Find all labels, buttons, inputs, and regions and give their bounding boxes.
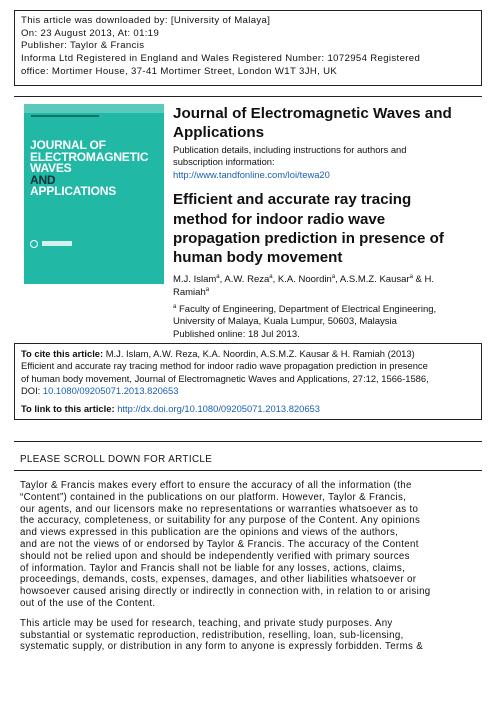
publication-details-line: Publication details, including instructions for authors and — [173, 144, 407, 155]
article-url-link[interactable]: http://dx.doi.org/10.1080/09205071.2013.820653 — [117, 403, 320, 415]
citation-line: of human body movement, Journal of Electromagnetic Waves and Applications, 27:12, 1566-1586, — [21, 372, 429, 384]
journal-title-line: Applications — [173, 124, 265, 141]
affiliation-marker: a — [409, 273, 413, 280]
scroll-notice: PLEASE SCROLL DOWN FOR ARTICLE — [20, 454, 213, 465]
disclaimer-line: should not be relied upon and should be independently verified with primary sources — [20, 550, 410, 562]
link-label: To link to this article: — [21, 403, 115, 415]
lower-divider — [14, 470, 482, 471]
article-title-line: propagation prediction in presence of — [173, 230, 444, 248]
citation-line: M.J. Islam, A.W. Reza, K.A. Noordin, A.S.M.Z. Kausar & H. Ramiah (2013) — [105, 348, 415, 359]
disclaimer-line: and are not the views of or endorsed by Taylor & Francis. The accuracy of the Content — [20, 538, 419, 550]
publisher-logo-icon — [30, 240, 38, 248]
author-name[interactable]: K.A. Noordin — [277, 273, 332, 285]
cover-title — [30, 140, 148, 198]
disclaimer-paragraph — [20, 618, 482, 653]
publication-details-line: subscription information: — [173, 156, 275, 168]
affiliation-marker: a — [173, 303, 177, 310]
disclaimer-line: Taylor & Francis makes every effort to ensure the accuracy of all the information (the — [20, 480, 412, 491]
doi-link[interactable]: 10.1080/09205071.2013.820653 — [42, 384, 179, 396]
journal-title-line: Journal of Electromagnetic Waves and — [173, 105, 452, 122]
disclaimer-line: of information. Taylor and Francis shall not be liable for any losses, actions, claims, — [20, 562, 406, 574]
cover-title-line: WAVES — [30, 161, 72, 175]
download-source-line: This article was downloaded by: [University of Malaya] — [21, 15, 271, 26]
cover-title-line: AND — [30, 172, 56, 187]
article-title-line: method for indoor radio wave — [173, 210, 386, 228]
disclaimer-line: “Content”) contained in the publications on our platform. However, Taylor & Francis, — [20, 491, 407, 503]
disclaimer-line: This article may be used for research, teaching, and private study purposes. Any — [20, 617, 393, 629]
citation-line: Efficient and accurate ray tracing method for indoor radio wave propagation prediction in presence — [21, 360, 428, 372]
doi-label: DOI: — [21, 384, 41, 396]
disclaimer-line: the accuracy, completeness, or suitability for any purpose of the Content. Any opinions — [20, 515, 421, 527]
cover-header-bar — [31, 115, 99, 117]
publication-details — [173, 144, 483, 181]
article-header — [173, 104, 483, 341]
publisher-logo-wordmark — [42, 241, 72, 246]
journal-url-link[interactable]: http://www.tandfonline.com/loi/tewa20 — [173, 168, 330, 180]
disclaimer-line: out of the use of the Content. — [20, 597, 156, 609]
publisher-line: Publisher: Taylor & Francis — [21, 40, 145, 52]
affiliation-marker: a — [205, 286, 210, 293]
disclaimer — [20, 480, 482, 661]
cite-label: To cite this article: — [21, 348, 104, 359]
article-title-line: Efficient and accurate ray tracing — [173, 191, 412, 209]
disclaimer-line: our agents, and our licensors make no representations or warranties whatsoever as to — [20, 503, 419, 515]
top-divider — [14, 96, 482, 97]
cover-title-line: JOURNAL OF — [30, 138, 106, 152]
office-address-line: office: Mortimer House, 37-41 Mortimer Street, London W1T 3JH, UK — [21, 65, 338, 77]
journal-cover-image — [24, 104, 164, 284]
affiliation-marker: a — [216, 273, 220, 280]
disclaimer-paragraph — [20, 480, 482, 610]
citation-text — [21, 348, 475, 397]
download-date-line: On: 23 August 2013, At: 01:19 — [21, 27, 160, 39]
article-title-line: human body movement — [173, 249, 343, 267]
journal-title — [173, 104, 483, 142]
author-name[interactable]: M.J. Islam — [173, 273, 217, 285]
affiliation-line: University of Malaya, Kuala Lumpur, 50603, Malaysia — [173, 316, 397, 328]
published-date: Published online: 18 Jul 2013. — [173, 328, 300, 340]
disclaimer-line: systematic supply, or distribution in any form to anyone is expressly forbidden. Terms & — [20, 641, 424, 653]
affiliation — [173, 304, 483, 342]
author-list: M.J. Islam$^a$, A.W. Reza$^a$, K.A. Noordin$^a$, A.S.M.Z. Kausar$^a$ & H. Ramiah$^a$ — [173, 273, 435, 298]
cover-title-line: APPLICATIONS — [30, 184, 117, 198]
citation-box — [14, 343, 482, 420]
download-info-box — [14, 10, 482, 86]
disclaimer-line: and views expressed in this publication are the opinions and views of the authors, — [20, 527, 399, 539]
author-name[interactable]: A.S.M.Z. Kausar — [339, 273, 410, 285]
article-title — [173, 190, 483, 268]
affiliation-marker: a — [269, 273, 273, 280]
registration-line: Informa Ltd Registered in England and Wales Registered Number: 1072954 Registered — [21, 53, 421, 65]
affiliation-marker: a — [331, 273, 336, 280]
author-name[interactable]: H. — [424, 273, 435, 285]
disclaimer-line: proceedings, demands, costs, expenses, damages, and other liabilities whatsoever or — [20, 574, 417, 586]
article-link-row — [21, 403, 475, 415]
cover-title-line: ELECTROMAGNETIC — [30, 149, 149, 164]
middle-divider — [14, 441, 482, 442]
author-name[interactable]: Ramiah — [173, 286, 206, 298]
disclaimer-line: howsoever caused arising directly or indirectly in connection with, in relation to or arising — [20, 586, 431, 598]
author-name[interactable]: A.W. Reza — [224, 273, 270, 285]
disclaimer-line: substantial or systematic reproduction, redistribution, reselling, loan, sub-licensing, — [20, 629, 404, 641]
affiliation-line: Faculty of Engineering, Department of Electrical Engineering, — [178, 303, 437, 315]
